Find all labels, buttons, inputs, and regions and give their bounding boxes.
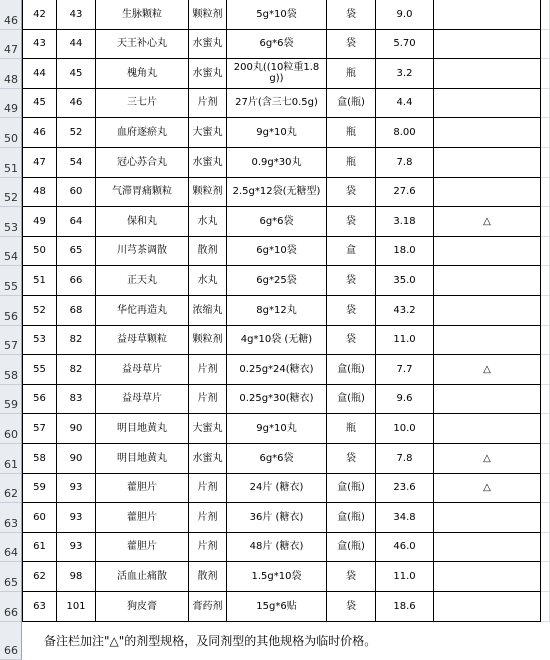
price-cell[interactable]: 4.4 xyxy=(376,89,434,119)
form-cell[interactable]: 浓缩丸 xyxy=(189,296,227,326)
unit-cell[interactable]: 盒 xyxy=(327,237,376,267)
unit-cell[interactable]: 瓶 xyxy=(327,118,376,148)
seq-cell[interactable]: 60 xyxy=(22,503,57,533)
spec-cell[interactable]: 2.5g*12袋(无糖型) xyxy=(227,178,327,208)
seq-cell[interactable]: 42 xyxy=(22,0,57,30)
price-cell[interactable]: 7.8 xyxy=(376,444,434,474)
row-header[interactable]: 66 xyxy=(0,592,22,622)
name-cell[interactable]: 川芎茶调散 xyxy=(96,237,189,267)
spec-cell[interactable]: 0.25g*24(糖衣) xyxy=(227,355,327,385)
empty-cell[interactable] xyxy=(541,444,550,474)
price-cell[interactable]: 34.8 xyxy=(376,503,434,533)
seq-cell[interactable]: 53 xyxy=(22,326,57,356)
name-cell[interactable]: 活血止痛散 xyxy=(96,562,189,592)
seq-cell[interactable]: 44 xyxy=(22,59,57,89)
form-cell[interactable]: 水蜜丸 xyxy=(189,30,227,60)
price-cell[interactable]: 23.6 xyxy=(376,474,434,504)
unit-cell[interactable]: 盒(瓶) xyxy=(327,533,376,563)
remark-cell[interactable] xyxy=(434,118,541,148)
name-cell[interactable]: 狗皮膏 xyxy=(96,592,189,622)
row-header[interactable]: 47 xyxy=(0,30,22,60)
unit-cell[interactable]: 盒(瓶) xyxy=(327,355,376,385)
price-cell[interactable]: 18.6 xyxy=(376,592,434,622)
spec-cell[interactable]: 200丸((10粒重1.8g)) xyxy=(227,59,327,89)
price-cell[interactable]: 46.0 xyxy=(376,533,434,563)
empty-cell[interactable] xyxy=(541,148,550,178)
empty-cell[interactable] xyxy=(541,178,550,208)
empty-cell[interactable] xyxy=(541,385,550,415)
spec-cell[interactable]: 0.9g*30丸 xyxy=(227,148,327,178)
empty-cell[interactable] xyxy=(541,30,550,60)
form-cell[interactable]: 大蜜丸 xyxy=(189,414,227,444)
name-cell[interactable]: 明目地黄丸 xyxy=(96,414,189,444)
empty-cell[interactable] xyxy=(541,207,550,237)
price-cell[interactable]: 35.0 xyxy=(376,266,434,296)
row-header[interactable]: 57 xyxy=(0,326,22,356)
seq-cell[interactable]: 49 xyxy=(22,207,57,237)
code-cell[interactable]: 93 xyxy=(57,474,96,504)
code-cell[interactable]: 44 xyxy=(57,30,96,60)
spec-cell[interactable]: 6g*6袋 xyxy=(227,444,327,474)
spec-cell[interactable]: 24片 (糖衣) xyxy=(227,474,327,504)
name-cell[interactable]: 冠心苏合丸 xyxy=(96,148,189,178)
name-cell[interactable]: 益母草片 xyxy=(96,385,189,415)
row-header[interactable]: 60 xyxy=(0,414,22,444)
row-header[interactable]: 49 xyxy=(0,89,22,119)
code-cell[interactable]: 45 xyxy=(57,59,96,89)
form-cell[interactable]: 散剂 xyxy=(189,237,227,267)
form-cell[interactable]: 颗粒剂 xyxy=(189,178,227,208)
form-cell[interactable]: 片剂 xyxy=(189,533,227,563)
row-header[interactable]: 65 xyxy=(0,562,22,592)
row-header[interactable]: 58 xyxy=(0,355,22,385)
remark-cell[interactable] xyxy=(434,0,541,30)
code-cell[interactable]: 90 xyxy=(57,444,96,474)
code-cell[interactable]: 60 xyxy=(57,178,96,208)
empty-cell[interactable] xyxy=(541,355,550,385)
row-header[interactable]: 48 xyxy=(0,59,22,89)
name-cell[interactable]: 明目地黄丸 xyxy=(96,444,189,474)
unit-cell[interactable]: 袋 xyxy=(327,326,376,356)
price-cell[interactable]: 7.8 xyxy=(376,148,434,178)
form-cell[interactable]: 水丸 xyxy=(189,207,227,237)
price-cell[interactable]: 9.0 xyxy=(376,0,434,30)
name-cell[interactable]: 藿胆片 xyxy=(96,474,189,504)
form-cell[interactable]: 片剂 xyxy=(189,385,227,415)
empty-cell[interactable] xyxy=(541,474,550,504)
form-cell[interactable]: 水蜜丸 xyxy=(189,148,227,178)
row-header[interactable]: 63 xyxy=(0,503,22,533)
row-header[interactable]: 50 xyxy=(0,118,22,148)
unit-cell[interactable]: 袋 xyxy=(327,266,376,296)
spec-cell[interactable]: 27片(含三七0.5g) xyxy=(227,89,327,119)
remark-cell[interactable] xyxy=(434,533,541,563)
price-cell[interactable]: 3.18 xyxy=(376,207,434,237)
remark-cell[interactable] xyxy=(434,296,541,326)
seq-cell[interactable]: 52 xyxy=(22,296,57,326)
unit-cell[interactable]: 盒(瓶) xyxy=(327,89,376,119)
form-cell[interactable]: 片剂 xyxy=(189,474,227,504)
name-cell[interactable]: 生脉颗粒 xyxy=(96,0,189,30)
seq-cell[interactable]: 43 xyxy=(22,30,57,60)
spec-cell[interactable]: 6g*6袋 xyxy=(227,30,327,60)
row-header[interactable]: 55 xyxy=(0,266,22,296)
name-cell[interactable]: 槐角丸 xyxy=(96,59,189,89)
row-header[interactable]: 51 xyxy=(0,148,22,178)
price-cell[interactable]: 18.0 xyxy=(376,237,434,267)
spec-cell[interactable]: 0.25g*30(糖衣) xyxy=(227,385,327,415)
unit-cell[interactable]: 瓶 xyxy=(327,59,376,89)
row-header[interactable]: 52 xyxy=(0,178,22,208)
name-cell[interactable]: 益母草片 xyxy=(96,355,189,385)
remark-cell[interactable] xyxy=(434,237,541,267)
code-cell[interactable]: 93 xyxy=(57,503,96,533)
code-cell[interactable]: 93 xyxy=(57,533,96,563)
remark-cell[interactable] xyxy=(434,414,541,444)
unit-cell[interactable]: 瓶 xyxy=(327,148,376,178)
form-cell[interactable]: 片剂 xyxy=(189,503,227,533)
empty-cell[interactable] xyxy=(541,0,550,30)
form-cell[interactable]: 颗粒剂 xyxy=(189,326,227,356)
form-cell[interactable]: 片剂 xyxy=(189,89,227,119)
form-cell[interactable]: 散剂 xyxy=(189,562,227,592)
remark-cell[interactable] xyxy=(434,178,541,208)
remark-cell[interactable] xyxy=(434,326,541,356)
form-cell[interactable]: 大蜜丸 xyxy=(189,118,227,148)
remark-cell[interactable] xyxy=(434,59,541,89)
row-header[interactable]: 46 xyxy=(0,0,22,30)
seq-cell[interactable]: 58 xyxy=(22,444,57,474)
row-header[interactable]: 54 xyxy=(0,237,22,267)
empty-cell[interactable] xyxy=(541,414,550,444)
code-cell[interactable]: 90 xyxy=(57,414,96,444)
price-cell[interactable]: 11.0 xyxy=(376,562,434,592)
code-cell[interactable]: 46 xyxy=(57,89,96,119)
code-cell[interactable]: 82 xyxy=(57,355,96,385)
name-cell[interactable]: 藿胆片 xyxy=(96,533,189,563)
spec-cell[interactable]: 6g*10袋 xyxy=(227,237,327,267)
price-cell[interactable]: 8.00 xyxy=(376,118,434,148)
empty-cell[interactable] xyxy=(541,503,550,533)
row-header[interactable]: 64 xyxy=(0,533,22,563)
empty-cell[interactable] xyxy=(541,562,550,592)
remark-cell[interactable] xyxy=(434,148,541,178)
form-cell[interactable]: 水蜜丸 xyxy=(189,444,227,474)
empty-cell[interactable] xyxy=(541,592,550,622)
unit-cell[interactable]: 袋 xyxy=(327,444,376,474)
form-cell[interactable]: 水蜜丸 xyxy=(189,59,227,89)
name-cell[interactable]: 藿胆片 xyxy=(96,503,189,533)
footnote-text: 备注栏加注"△"的剂型规格，及同剂型的其他规格为临时价格。 xyxy=(44,634,377,649)
name-cell[interactable]: 保和丸 xyxy=(96,207,189,237)
name-cell[interactable]: 正天丸 xyxy=(96,266,189,296)
code-cell[interactable]: 64 xyxy=(57,207,96,237)
seq-cell[interactable]: 55 xyxy=(22,355,57,385)
spec-cell[interactable]: 15g*6贴 xyxy=(227,592,327,622)
seq-cell[interactable]: 45 xyxy=(22,89,57,119)
unit-cell[interactable]: 盒(瓶) xyxy=(327,385,376,415)
unit-cell[interactable]: 瓶 xyxy=(327,414,376,444)
spec-cell[interactable]: 9g*10丸 xyxy=(227,118,327,148)
code-cell[interactable]: 82 xyxy=(57,326,96,356)
code-cell[interactable]: 54 xyxy=(57,148,96,178)
remark-cell[interactable] xyxy=(434,503,541,533)
unit-cell[interactable]: 袋 xyxy=(327,562,376,592)
seq-cell[interactable]: 62 xyxy=(22,562,57,592)
unit-cell[interactable]: 袋 xyxy=(327,0,376,30)
remark-cell[interactable]: △ xyxy=(434,444,541,474)
unit-cell[interactable]: 袋 xyxy=(327,592,376,622)
unit-cell[interactable]: 袋 xyxy=(327,30,376,60)
seq-cell[interactable]: 61 xyxy=(22,533,57,563)
empty-cell[interactable] xyxy=(541,59,550,89)
code-cell[interactable]: 43 xyxy=(57,0,96,30)
empty-cell[interactable] xyxy=(541,296,550,326)
row-header[interactable]: 61 xyxy=(0,444,22,474)
remark-cell[interactable] xyxy=(434,266,541,296)
name-cell[interactable]: 天王补心丸 xyxy=(96,30,189,60)
price-cell[interactable]: 7.7 xyxy=(376,355,434,385)
price-cell[interactable]: 27.6 xyxy=(376,178,434,208)
price-cell[interactable]: 3.2 xyxy=(376,59,434,89)
unit-cell[interactable]: 袋 xyxy=(327,296,376,326)
price-cell[interactable]: 43.2 xyxy=(376,296,434,326)
code-cell[interactable]: 101 xyxy=(57,592,96,622)
name-cell[interactable]: 华佗再造丸 xyxy=(96,296,189,326)
empty-cell[interactable] xyxy=(541,266,550,296)
price-cell[interactable]: 5.70 xyxy=(376,30,434,60)
name-cell[interactable]: 血府逐瘀丸 xyxy=(96,118,189,148)
spec-cell[interactable]: 6g*25袋 xyxy=(227,266,327,296)
name-cell[interactable]: 三七片 xyxy=(96,89,189,119)
seq-cell[interactable]: 57 xyxy=(22,414,57,444)
empty-cell[interactable] xyxy=(541,237,550,267)
form-cell[interactable]: 膏药剂 xyxy=(189,592,227,622)
remark-cell[interactable] xyxy=(434,562,541,592)
seq-cell[interactable]: 48 xyxy=(22,178,57,208)
seq-cell[interactable]: 46 xyxy=(22,118,57,148)
empty-cell[interactable] xyxy=(541,326,550,356)
spec-cell[interactable]: 1.5g*10袋 xyxy=(227,562,327,592)
name-cell[interactable]: 气滞胃痛颗粒 xyxy=(96,178,189,208)
remark-cell[interactable]: △ xyxy=(434,474,541,504)
empty-cell[interactable] xyxy=(541,118,550,148)
spec-cell[interactable]: 8g*12丸 xyxy=(227,296,327,326)
unit-cell[interactable]: 袋 xyxy=(327,178,376,208)
form-cell[interactable]: 片剂 xyxy=(189,355,227,385)
seq-cell[interactable]: 51 xyxy=(22,266,57,296)
spec-cell[interactable]: 9g*10丸 xyxy=(227,414,327,444)
code-cell[interactable]: 83 xyxy=(57,385,96,415)
unit-cell[interactable]: 盒(瓶) xyxy=(327,474,376,504)
remark-cell[interactable] xyxy=(434,30,541,60)
price-cell[interactable]: 11.0 xyxy=(376,326,434,356)
remark-cell[interactable]: △ xyxy=(434,207,541,237)
row-header[interactable]: 53 xyxy=(0,207,22,237)
code-cell[interactable]: 66 xyxy=(57,266,96,296)
name-cell[interactable]: 益母草颗粒 xyxy=(96,326,189,356)
seq-cell[interactable]: 56 xyxy=(22,385,57,415)
price-cell[interactable]: 9.6 xyxy=(376,385,434,415)
spec-cell[interactable]: 4g*10袋 (无糖) xyxy=(227,326,327,356)
price-cell[interactable]: 10.0 xyxy=(376,414,434,444)
remark-cell[interactable] xyxy=(434,89,541,119)
row-header[interactable]: 66 xyxy=(0,622,22,660)
spec-cell[interactable]: 36片 (糖衣) xyxy=(227,503,327,533)
spec-cell[interactable]: 5g*10袋 xyxy=(227,0,327,30)
row-header[interactable]: 59 xyxy=(0,385,22,415)
empty-cell[interactable] xyxy=(541,533,550,563)
row-header[interactable]: 56 xyxy=(0,296,22,326)
remark-cell[interactable] xyxy=(434,592,541,622)
code-cell[interactable]: 52 xyxy=(57,118,96,148)
code-cell[interactable]: 65 xyxy=(57,237,96,267)
remark-cell[interactable]: △ xyxy=(434,355,541,385)
seq-cell[interactable]: 59 xyxy=(22,474,57,504)
form-cell[interactable]: 颗粒剂 xyxy=(189,0,227,30)
spec-cell[interactable]: 48片 (糖衣) xyxy=(227,533,327,563)
seq-cell[interactable]: 47 xyxy=(22,148,57,178)
form-cell[interactable]: 水丸 xyxy=(189,266,227,296)
code-cell[interactable]: 68 xyxy=(57,296,96,326)
seq-cell[interactable]: 63 xyxy=(22,592,57,622)
unit-cell[interactable]: 盒(瓶) xyxy=(327,503,376,533)
row-header[interactable]: 62 xyxy=(0,474,22,504)
empty-cell[interactable] xyxy=(541,89,550,119)
remark-cell[interactable] xyxy=(434,385,541,415)
spec-cell[interactable]: 6g*6袋 xyxy=(227,207,327,237)
unit-cell[interactable]: 袋 xyxy=(327,207,376,237)
code-cell[interactable]: 98 xyxy=(57,562,96,592)
seq-cell[interactable]: 50 xyxy=(22,237,57,267)
